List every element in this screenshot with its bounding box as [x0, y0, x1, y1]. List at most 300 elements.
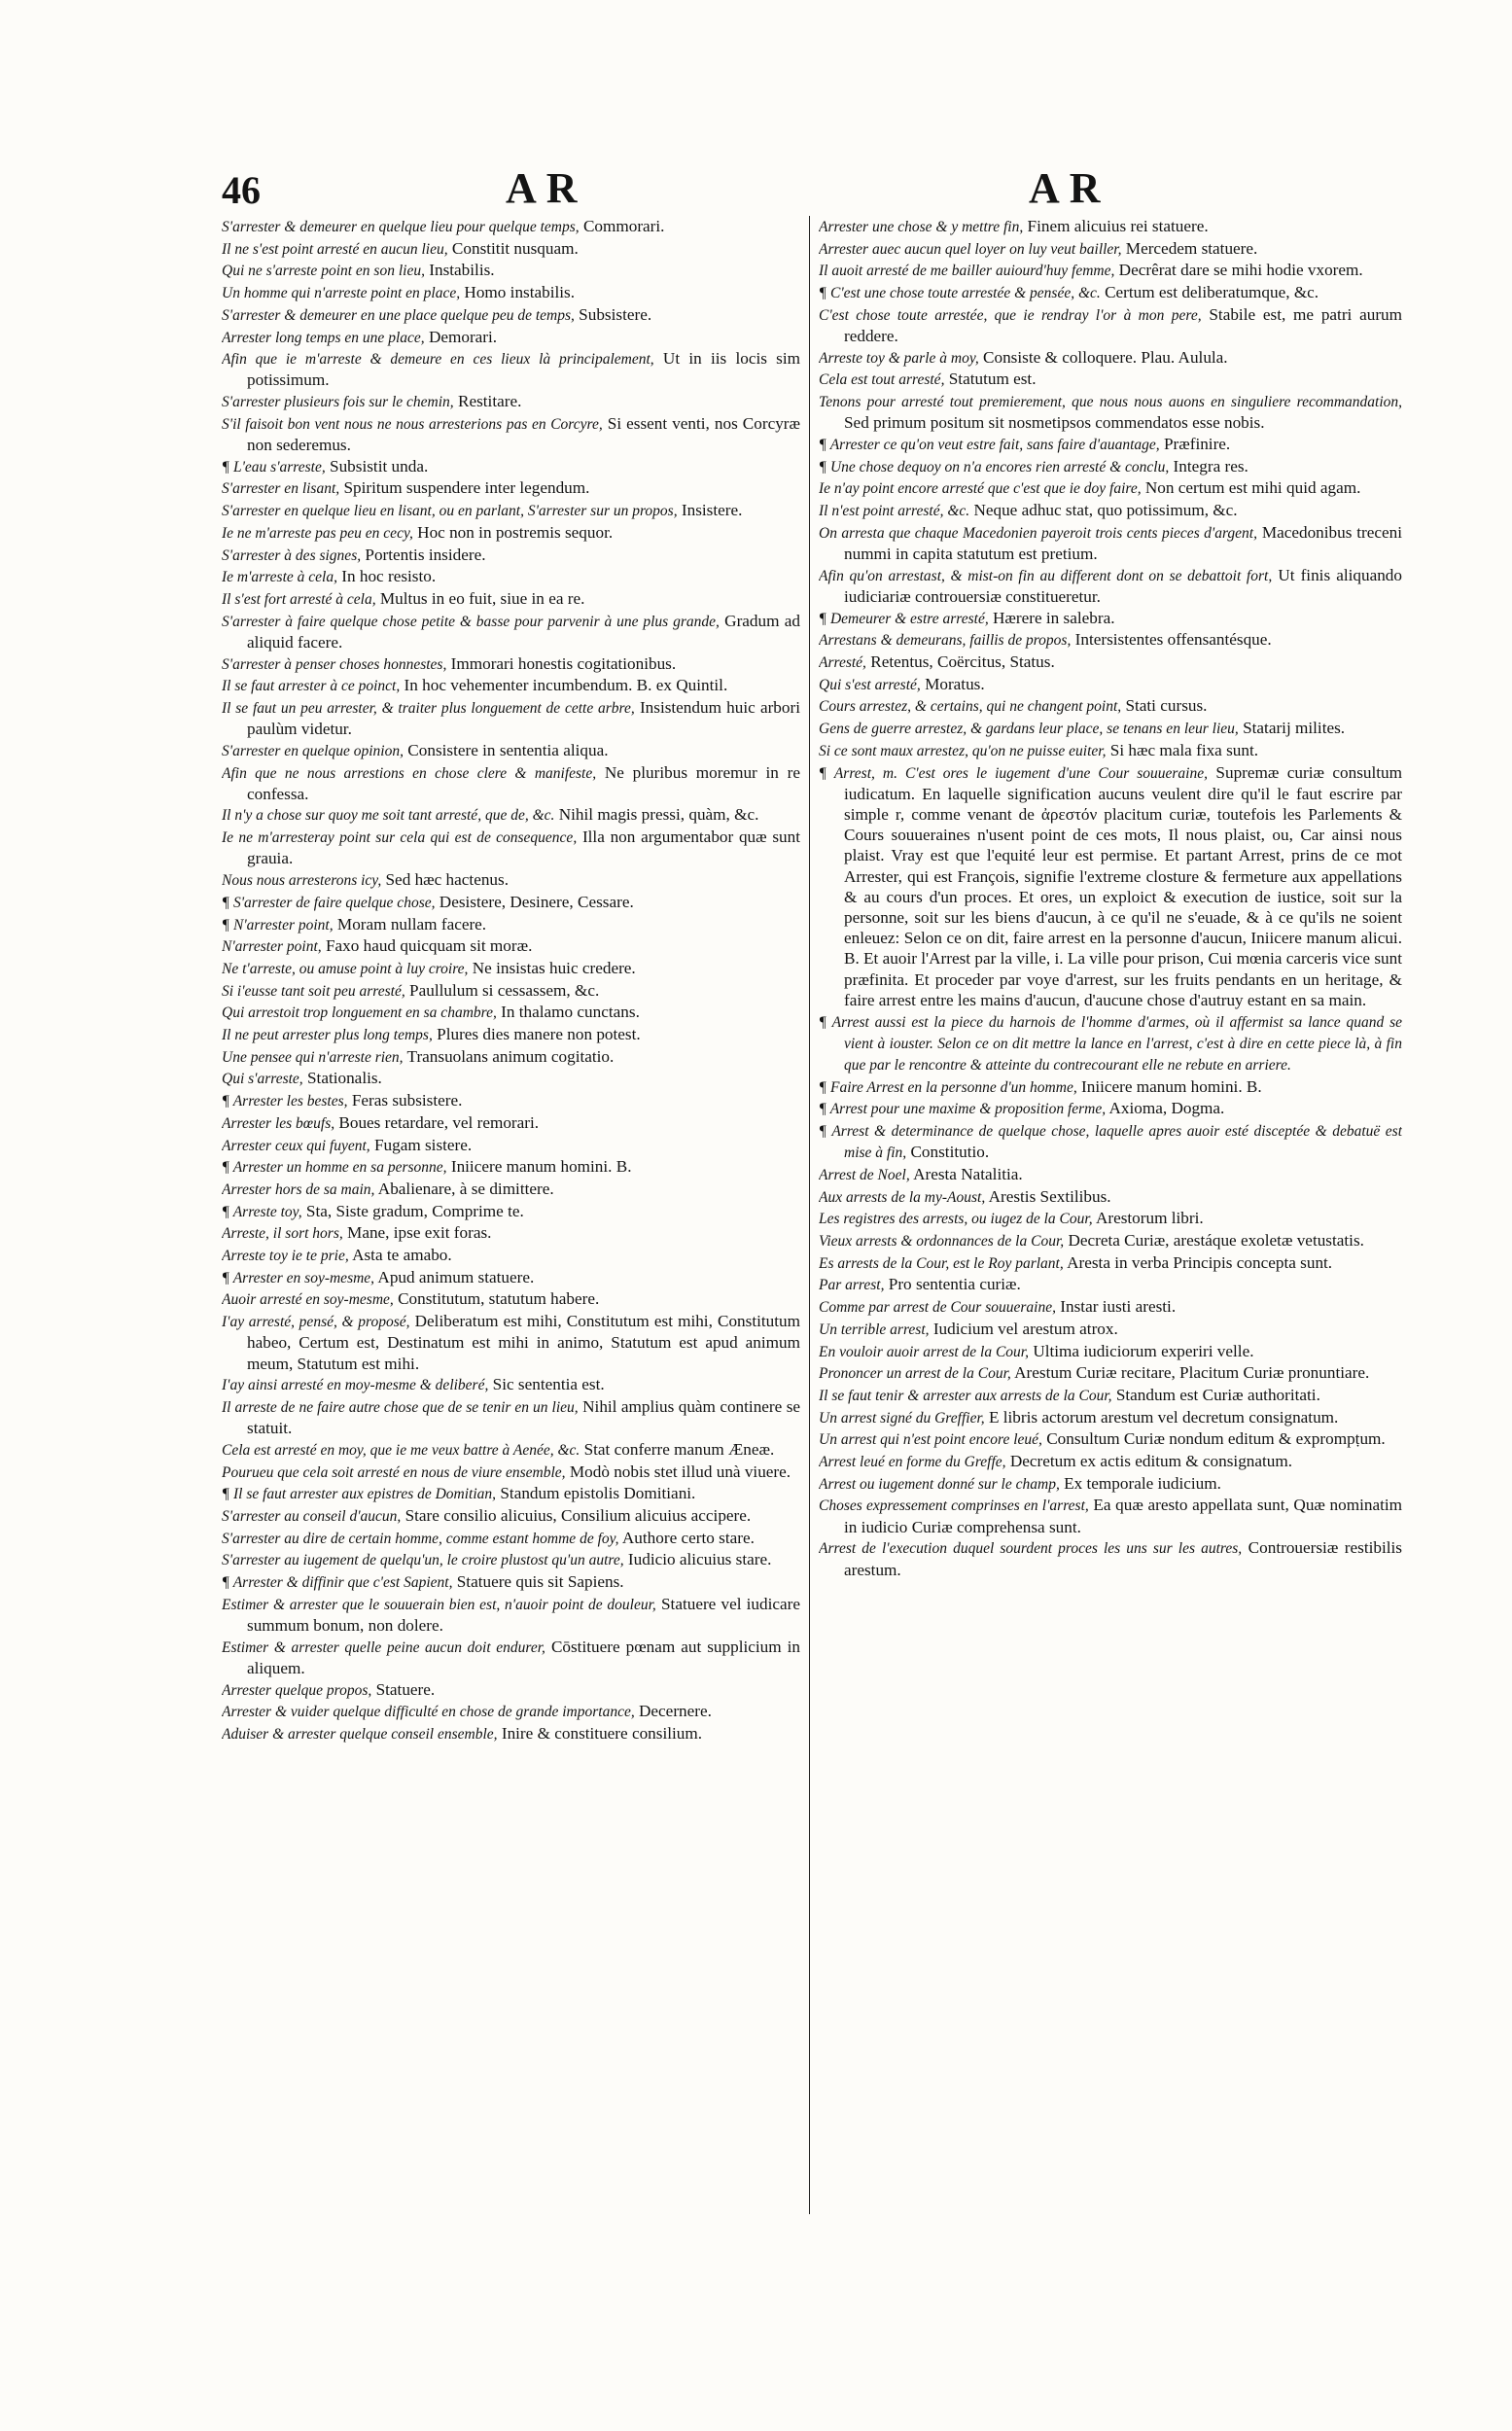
french-phrase: Un arrest signé du Greffier,: [819, 1409, 985, 1427]
dictionary-entry: [222, 804, 800, 826]
dictionary-entry: [819, 1473, 1402, 1495]
french-phrase: Nous nous arresterons icy,: [222, 872, 382, 890]
latin-translation: Mercedem statuere.: [1125, 238, 1258, 258]
latin-translation: Iniicere manum homini. B.: [450, 1157, 632, 1177]
dictionary-entry: [819, 1296, 1402, 1318]
french-phrase: Es arrests de la Cour, est le Roy parlant,: [819, 1254, 1064, 1272]
french-phrase: Cela est tout arresté,: [819, 371, 945, 389]
latin-translation: Illa non argumentabor quæ sunt grauia.: [247, 828, 800, 868]
latin-translation: Authore certo stare.: [621, 1528, 755, 1547]
french-phrase: S'arrester & demeurer en une place quelque peu de temps,: [222, 306, 575, 324]
dictionary-entry: [222, 1090, 800, 1111]
french-phrase: Il n'est point arresté, &c.: [819, 503, 970, 520]
french-phrase: ¶ Faire Arrest en la personne d'un homme,: [819, 1078, 1077, 1096]
latin-translation: Ex temporale iudicium.: [1064, 1473, 1221, 1493]
dictionary-entry: [222, 566, 800, 587]
french-phrase: ¶ N'arrester point,: [222, 916, 334, 934]
latin-translation: Non certum est mihi quid agam.: [1144, 478, 1361, 498]
latin-translation: Retentus, Coërcitus, Status.: [870, 652, 1055, 672]
french-phrase: Un terrible arrest,: [819, 1321, 930, 1338]
dictionary-entry: [819, 1120, 1402, 1163]
french-phrase: S'arrester en lisant,: [222, 480, 340, 498]
french-phrase: S'arrester au iugement de quelqu'un, le croire plustost qu'un autre,: [222, 1552, 624, 1569]
french-phrase: Arreste, il sort hors,: [222, 1225, 343, 1243]
french-phrase: I'ay arresté, pensé, & proposé,: [222, 1314, 410, 1331]
dictionary-entry: [222, 260, 800, 281]
french-phrase: Arrestans & demeurans, faillis de propos,: [819, 632, 1072, 650]
french-phrase: Qui s'arreste,: [222, 1071, 303, 1088]
french-phrase: ¶ Demeurer & estre arresté,: [819, 610, 989, 627]
latin-translation: Demorari.: [428, 327, 498, 346]
dictionary-entry: [819, 1451, 1402, 1472]
latin-translation: Apud animum statuere.: [377, 1267, 535, 1286]
dictionary-entry: [819, 500, 1402, 521]
latin-translation: Aresta in verba Principis concepta sunt.: [1067, 1252, 1333, 1272]
dictionary-entry: [222, 935, 800, 957]
dictionary-entry: [819, 1252, 1402, 1274]
french-phrase: ¶ Arrester ce qu'on veut estre fait, sans faire d'auantage,: [819, 437, 1160, 454]
latin-translation: Homo instabilis.: [464, 283, 576, 302]
dictionary-entry: [819, 565, 1402, 607]
latin-translation: Decretum ex actis editum & consignatum.: [1009, 1452, 1293, 1471]
dictionary-entry: [819, 695, 1402, 717]
french-phrase: ¶ C'est une chose toute arrestée & pensée, &c.: [819, 285, 1101, 302]
column-divider: [809, 216, 810, 2214]
latin-translation: Si hæc mala fixa sunt.: [1109, 740, 1259, 759]
dictionary-entry: [222, 545, 800, 566]
latin-translation: Statuere vel iudicare summum bonum, non dolere.: [247, 1594, 800, 1635]
french-phrase: Aux arrests de la my-Aoust,: [819, 1188, 986, 1206]
latin-translation: Sta, Siste gradum, Comprime te.: [305, 1201, 524, 1220]
latin-translation: Statarij milites.: [1243, 719, 1346, 738]
french-phrase: Arrester les bœufs,: [222, 1114, 335, 1132]
dictionary-entry: [222, 1046, 800, 1068]
latin-translation: Arestorum libri.: [1095, 1209, 1204, 1228]
latin-translation: Ut finis aliquando iudiciariæ controuersiæ constitueretur.: [844, 565, 1402, 606]
latin-translation: Deliberatum est mihi, Constitutum est mihi, Constitutum habeo, Certum est, Destinatum est mihi in animo, Statutum est apud animum meum, Statutum est mihi.: [247, 1312, 800, 1373]
latin-translation: Sic sententia est.: [492, 1375, 605, 1394]
french-phrase: On arresta que chaque Macedonien payeroit trois cents pieces d'argent,: [819, 524, 1257, 542]
dictionary-entry: [222, 1679, 800, 1701]
french-phrase: S'arrester en quelque lieu en lisant, ou en parlant, S'arrester sur un propos,: [222, 503, 678, 520]
dictionary-entry: [819, 282, 1402, 303]
headword-left: AR: [506, 164, 587, 212]
latin-translation: Supremæ curiæ consultum iudicatum. En laquelle signification aucuns veulent dire qu'il le faut escrire par simple r, comme venant de ἀρεστόν placitum curiæ, toutefois les Parlements & Cours souueraines n'usent point de ces mots, Il nous plaist, ou, Car ainsi nous plaist. Vray est que l'equité leur est permise. Et partant Arrest, prins de ce mot Arrester, qui est François, signifie l'extreme closture & fermeture aux appellations & au cours d'un proces. Et ores, un exploict & execution de iustice, soit sur la personne, soit sur les biens d'aucun, à ce qu'il ne s'euade, & à ce qu'ils ne soient enleuez: Selon ce on dit, faire arrest en la personne d'aucun, Iniicere manum alicui. B. Et auoir l'Arrest par la ville, i. La ville pour prison, Cui mœnia carceris vice sunt præfinita. Et proceder par voye d'arrest, sur les fruits pendants en un heritage, & faire arrest entre les mains d'aucun, d'aucune chose d'autruy estant en sa main.: [844, 762, 1402, 1009]
french-phrase: Arrest leué en forme du Greffe,: [819, 1454, 1006, 1471]
latin-translation: Stationalis.: [306, 1069, 382, 1088]
french-phrase: ¶ Arrest pour une maxime & proposition ferme,: [819, 1101, 1107, 1118]
dictionary-entry: [819, 260, 1402, 281]
dictionary-entry: [222, 1201, 800, 1222]
french-phrase: Par arrest,: [819, 1277, 885, 1294]
french-phrase: Ie n'ay point encore arresté que c'est que ie doy faire,: [819, 480, 1142, 498]
dictionary-entry: [819, 1076, 1402, 1098]
french-phrase: ¶ Arrester & diffinir que c'est Sapient,: [222, 1574, 453, 1592]
french-phrase: Un arrest qui n'est point encore leué,: [819, 1431, 1042, 1449]
french-phrase: ¶ Arrester les bestes,: [222, 1093, 348, 1110]
latin-translation: Sed primum positum sit nosmetipsos commendatos esse nobis.: [844, 413, 1265, 433]
dictionary-entry: [819, 369, 1402, 390]
french-phrase: Il ne peut arrester plus long temps,: [222, 1027, 433, 1044]
dictionary-entry: [222, 980, 800, 1002]
latin-translation: Ne pluribus moremur in re confessa.: [247, 762, 800, 803]
dictionary-entry: [222, 1439, 800, 1461]
french-phrase: Une pensee qui n'arreste rien,: [222, 1048, 404, 1066]
french-phrase: Ie ne m'arresteray point sur cela qui est de consequence,: [222, 829, 578, 847]
latin-translation: Mane, ipse exit foras.: [347, 1223, 492, 1243]
dictionary-entry: [819, 477, 1402, 499]
french-phrase: Arrester une chose & y mettre fin,: [819, 219, 1024, 235]
dictionary-entry: [819, 391, 1402, 433]
dictionary-entry: [222, 827, 800, 868]
dictionary-entry: [819, 1208, 1402, 1229]
dictionary-entry: [819, 1319, 1402, 1340]
french-phrase: Choses expressement comprinses en l'arrest,: [819, 1497, 1089, 1515]
french-phrase: Les registres des arrests, ou iugez de la Cour,: [819, 1211, 1093, 1228]
dictionary-entry: [222, 1594, 800, 1636]
dictionary-entry: [819, 216, 1402, 237]
latin-translation: Iudicium vel arestum atrox.: [932, 1319, 1118, 1338]
dictionary-entry: [819, 1428, 1402, 1450]
dictionary-entry: [222, 740, 800, 761]
french-phrase: S'arrester en quelque opinion,: [222, 742, 404, 759]
latin-translation: Gradum ad aliquid facere.: [247, 611, 800, 652]
latin-translation: Multus in eo fuit, siue in ea re.: [379, 588, 585, 608]
dictionary-entry: [819, 522, 1402, 564]
dictionary-entry: [222, 1024, 800, 1045]
latin-translation: Decreta Curiæ, arestáque exoletæ vetustatis.: [1068, 1231, 1364, 1251]
french-phrase: S'arrester & demeurer en quelque lieu pour quelque temps,: [222, 219, 580, 235]
latin-translation: Inire & constituere consilium.: [501, 1724, 703, 1744]
latin-translation: Certum est deliberatumque, &c.: [1105, 283, 1319, 302]
dictionary-entry: [819, 1274, 1402, 1295]
french-phrase: Il se faut tenir & arrester aux arrests de la Cour,: [819, 1387, 1112, 1404]
latin-translation: Instabilis.: [429, 261, 495, 280]
french-phrase: Il n'y a chose sur quoy me soit tant arresté, que de, &c.: [222, 807, 555, 825]
dictionary-entry: [819, 674, 1402, 695]
dictionary-entry: [222, 958, 800, 979]
latin-translation: Constitit nusquam.: [451, 238, 579, 258]
french-phrase: S'arrester à faire quelque chose petite & basse pour parvenir à une plus grande,: [222, 613, 720, 630]
latin-translation: Stare consilio alicuius, Consilium alicuius accipere.: [404, 1505, 752, 1525]
latin-translation: Standum est Curiæ authoritati.: [1115, 1385, 1320, 1404]
french-phrase: Arrester quelque propos,: [222, 1681, 372, 1699]
dictionary-entry: [222, 304, 800, 326]
latin-translation: Integra res.: [1173, 456, 1248, 476]
dictionary-entry: [222, 1374, 800, 1395]
french-phrase: Prononcer un arrest de la Cour,: [819, 1365, 1011, 1383]
dictionary-entry: [222, 611, 800, 652]
french-phrase: Ie ne m'arreste pas peu en cecy,: [222, 524, 413, 542]
dictionary-entry: [222, 1396, 800, 1438]
dictionary-entry: [222, 869, 800, 891]
dictionary-entry: [222, 1267, 800, 1288]
french-phrase: Afin qu'on arrestast, & mist-on fin au different dont on se debattoit fort,: [819, 567, 1273, 584]
latin-translation: In thalamo cunctans.: [501, 1003, 640, 1022]
french-phrase: Arrester ceux qui fuyent,: [222, 1137, 370, 1154]
latin-translation: Asta te amabo.: [352, 1246, 452, 1265]
latin-translation: Nihil amplius quàm continere se statuit.: [247, 1396, 800, 1438]
latin-translation: Moratus.: [925, 674, 985, 693]
latin-translation: Desistere, Desinere, Cessare.: [439, 892, 634, 911]
latin-translation: Neque adhuc stat, quo potissimum, &c.: [973, 501, 1238, 520]
french-phrase: Qui ne s'arreste point en son lieu,: [222, 263, 425, 280]
french-phrase: En vouloir auoir arrest de la Cour,: [819, 1343, 1030, 1360]
french-phrase: ¶ L'eau s'arreste,: [222, 458, 326, 476]
french-phrase: Arrest de l'execution duquel sourdent proces les uns sur les autres,: [819, 1540, 1243, 1558]
dictionary-entry: [222, 762, 800, 804]
dictionary-entry: [222, 1637, 800, 1678]
french-phrase: S'il faisoit bon vent nous ne nous arresterions pas en Corcyre,: [222, 415, 603, 433]
latin-translation: Abalienare, à se dimittere.: [377, 1179, 554, 1198]
french-phrase: Arreste toy ie te prie,: [222, 1248, 349, 1265]
dictionary-entry: [819, 740, 1402, 761]
french-phrase: S'arrester à penser choses honnestes,: [222, 655, 447, 673]
french-phrase: ¶ Arrest aussi est la piece du harnois de l'homme d'armes, où il affermist sa lance quand se vient à iouster. Selon ce on dit mettre la lance en l'arrest, c'est à dire en cette piece là, à fin que par le rencontre & atteinte du contrecourant elle ne rebute en arriere.: [819, 1013, 1402, 1074]
latin-translation: Constitutum, statutum habere.: [398, 1289, 600, 1309]
dictionary-entry: [222, 1288, 800, 1310]
dictionary-entry: [819, 1537, 1402, 1579]
dictionary-entry: [222, 1156, 800, 1178]
dictionary-entry: [222, 282, 800, 303]
latin-translation: Ea quæ aresto appellata sunt, Quæ nominatim in iudicio Curiæ comprehensa sunt.: [844, 1496, 1402, 1536]
dictionary-entry: [819, 434, 1402, 455]
page-number: 46: [222, 168, 261, 212]
french-phrase: Gens de guerre arrestez, & gardans leur place, se tenans en leur lieu,: [819, 721, 1239, 738]
latin-translation: Boues retardare, vel remorari.: [338, 1112, 540, 1132]
dictionary-entry: [819, 1164, 1402, 1185]
dictionary-entry: [222, 413, 800, 455]
latin-translation: Insistere.: [681, 501, 743, 520]
latin-translation: Arestum Curiæ recitare, Placitum Curiæ pronuntiare.: [1014, 1363, 1370, 1383]
french-phrase: Estimer & arrester quelle peine aucun doit endurer,: [222, 1638, 545, 1656]
latin-translation: Sed hæc hactenus.: [385, 870, 509, 890]
latin-translation: Controuersiæ restibilis arestum.: [844, 1538, 1402, 1579]
right-column: [819, 216, 1402, 2229]
french-phrase: Tenons pour arresté tout premierement, que nous nous auons en singuliere recommandation,: [819, 394, 1402, 411]
french-phrase: Il se faut un peu arrester, & traiter plus longuement de cette arbre,: [222, 699, 635, 717]
latin-translation: Statuere.: [375, 1679, 436, 1699]
dictionary-entry: [222, 1135, 800, 1156]
left-column: [222, 216, 800, 2229]
latin-translation: Fugam sistere.: [373, 1135, 473, 1154]
dictionary-entry: [222, 1723, 800, 1744]
dictionary-entry: [222, 653, 800, 675]
dictionary-entry: [222, 1528, 800, 1549]
latin-translation: Statuere quis sit Sapiens.: [456, 1572, 624, 1592]
latin-translation: Decrêrat dare se mihi hodie vxorem.: [1118, 261, 1363, 280]
french-phrase: Si ce sont maux arrestez, qu'on ne puisse euiter,: [819, 742, 1107, 759]
dictionary-entry: [222, 477, 800, 499]
dictionary-entry: [222, 1311, 800, 1374]
dictionary-entry: [222, 914, 800, 935]
dictionary-entry: [222, 238, 800, 260]
french-phrase: S'arrester à des signes,: [222, 546, 362, 564]
latin-translation: Iudicio alicuius stare.: [627, 1550, 772, 1569]
dictionary-entry: [222, 588, 800, 610]
latin-translation: Statutum est.: [948, 370, 1037, 389]
latin-translation: Paullulum si cessassem, &c.: [409, 980, 600, 1000]
latin-translation: Si essent venti, nos Corcyræ non sederemus.: [247, 413, 800, 455]
dictionary-entry: [222, 675, 800, 696]
french-phrase: Cela est arresté en moy, que ie me veux battre à Aenée, &c.: [222, 1441, 580, 1459]
dictionary-entry: [222, 1571, 800, 1593]
french-phrase: Si i'eusse tant soit peu arresté,: [222, 982, 405, 1000]
latin-translation: Plures dies manere non potest.: [437, 1025, 641, 1044]
latin-translation: E libris actorum arestum vel decretum consignatum.: [988, 1407, 1339, 1427]
french-phrase: S'arrester au dire de certain homme, comme estant homme de foy,: [222, 1530, 619, 1547]
dictionary-entry: [819, 1407, 1402, 1428]
latin-translation: Consiste & colloquere. Plau. Aulula.: [983, 347, 1228, 367]
dictionary-entry: [819, 1011, 1402, 1076]
french-phrase: Il auoit arresté de me bailler auiourd'huy femme,: [819, 263, 1115, 280]
latin-translation: In hoc vehementer incumbendum. B. ex Quintil.: [404, 676, 728, 695]
dictionary-entry: [222, 1483, 800, 1504]
dictionary-entry: [222, 1112, 800, 1134]
dictionary-entry: [819, 238, 1402, 260]
dictionary-entry: [222, 500, 800, 521]
dictionary-entry: [819, 652, 1402, 673]
dictionary-entry: [819, 762, 1402, 1010]
french-phrase: Comme par arrest de Cour souueraine,: [819, 1299, 1056, 1317]
latin-translation: Moram nullam facere.: [336, 914, 487, 934]
french-phrase: Afin que ne nous arrestions en chose clere & manifeste,: [222, 764, 597, 782]
dictionary-entry: [222, 1222, 800, 1244]
french-phrase: Qui arrestoit trop longuement en sa chambre,: [222, 1004, 497, 1022]
dictionary-entry: [222, 1462, 800, 1483]
dictionary-entry: [222, 1549, 800, 1570]
dictionary-entry: [222, 1002, 800, 1023]
latin-translation: Stabile est, me patri aurum reddere.: [844, 304, 1402, 346]
latin-translation: Constitutio.: [910, 1143, 990, 1162]
french-phrase: Il ne s'est point arresté en aucun lieu,: [222, 240, 448, 258]
dictionary-entry: [819, 304, 1402, 346]
headword-right: AR: [1029, 164, 1110, 212]
french-phrase: Arrester hors de sa main,: [222, 1180, 375, 1198]
dictionary-entry: [819, 1098, 1402, 1119]
latin-translation: Finem alicuius rei statuere.: [1027, 217, 1209, 235]
french-phrase: S'arrester plusieurs fois sur le chemin,: [222, 394, 454, 411]
dictionary-entry: [222, 216, 800, 237]
latin-translation: Portentis insidere.: [365, 545, 486, 564]
french-phrase: ¶ S'arrester de faire quelque chose,: [222, 894, 436, 911]
dictionary-entry: [222, 522, 800, 544]
french-phrase: Arreste toy & parle à moy,: [819, 349, 979, 367]
latin-translation: Axioma, Dogma.: [1108, 1099, 1225, 1118]
running-header: [0, 163, 1512, 210]
latin-translation: Consistere in sententia aliqua.: [407, 740, 609, 759]
latin-translation: In hoc resisto.: [341, 567, 437, 586]
french-phrase: Pourueu que cela soit arresté en nous de viure ensemble,: [222, 1463, 566, 1481]
latin-translation: Decernere.: [639, 1702, 712, 1721]
dictionary-entry: [819, 347, 1402, 369]
latin-translation: Immorari honestis cogitationibus.: [450, 653, 677, 673]
dictionary-entry: [819, 1385, 1402, 1406]
french-phrase: Cours arrestez, & certains, qui ne changent point,: [819, 698, 1122, 716]
french-phrase: Vieux arrests & ordonnances de la Cour,: [819, 1233, 1065, 1251]
latin-translation: Ultima iudiciorum experiri velle.: [1033, 1341, 1254, 1360]
latin-translation: Transuolans animum cogitatio.: [406, 1046, 615, 1066]
latin-translation: Modò nobis stet illud unà viuere.: [569, 1462, 791, 1481]
french-phrase: Un homme qui n'arreste point en place,: [222, 285, 461, 302]
latin-translation: Subsistit unda.: [330, 456, 429, 476]
dictionary-entry: [819, 608, 1402, 629]
dictionary-entry: [222, 697, 800, 739]
latin-translation: Faxo haud quicquam sit moræ.: [325, 936, 533, 956]
latin-translation: Commorari.: [582, 217, 665, 235]
latin-translation: Stat conferre manum Æneæ.: [583, 1439, 775, 1459]
dictionary-entry: [222, 391, 800, 412]
french-phrase: Ne t'arreste, ou amuse point à luy croire,: [222, 960, 469, 977]
dictionary-entry: [222, 1068, 800, 1089]
latin-translation: Cōstituere pœnam aut supplicium in aliquem.: [247, 1637, 800, 1677]
latin-translation: Restitare.: [457, 392, 522, 411]
french-phrase: ¶ Arrest & determinance de quelque chose, laquelle apres auoir esté disceptée & debatuë est mise à fin,: [819, 1123, 1402, 1162]
french-phrase: Arrester & vuider quelque difficulté en chose de grande importance,: [222, 1704, 635, 1721]
french-phrase: Aduiser & arrester quelque conseil ensemble,: [222, 1726, 498, 1744]
dictionary-entry: [819, 629, 1402, 651]
dictionary-entry: [819, 1495, 1402, 1536]
dictionary-entry: [222, 1179, 800, 1200]
dictionary-entry: [819, 1186, 1402, 1208]
dictionary-entry: [222, 348, 800, 390]
latin-translation: Ne insistas huic credere.: [472, 958, 636, 977]
french-phrase: Il s'est fort arresté à cela,: [222, 590, 376, 608]
latin-translation: Instar iusti aresti.: [1060, 1297, 1177, 1317]
latin-translation: Subsistere.: [579, 304, 652, 324]
latin-translation: Feras subsistere.: [351, 1091, 463, 1110]
french-phrase: Qui s'est arresté,: [819, 676, 921, 693]
french-phrase: C'est chose toute arrestée, que ie rendray l'or à mon pere,: [819, 306, 1202, 324]
french-phrase: ¶ Arrest, m. C'est ores le iugement d'une Cour souueraine,: [819, 764, 1208, 782]
french-phrase: Arrest ou iugement donné sur le champ,: [819, 1475, 1060, 1493]
dictionary-entry: [222, 1701, 800, 1722]
latin-translation: Insistendum huic arbori paulùm videtur.: [247, 697, 800, 739]
french-phrase: I'ay ainsi arresté en moy-mesme & deliberé,: [222, 1377, 489, 1394]
dictionary-entry: [819, 718, 1402, 739]
french-phrase: ¶ Arrester un homme en sa personne,: [222, 1159, 447, 1177]
latin-translation: Standum epistolis Domitiani.: [500, 1484, 696, 1503]
dictionary-entry: [819, 456, 1402, 477]
latin-translation: Hærere in salebra.: [993, 608, 1115, 627]
french-phrase: Il arreste de ne faire autre chose que de se tenir en un lieu,: [222, 1398, 579, 1416]
dictionary-entry: [819, 1341, 1402, 1362]
dictionary-entry: [222, 1505, 800, 1527]
french-phrase: Arrester long temps en une place,: [222, 329, 425, 346]
french-phrase: N'arrester point,: [222, 938, 322, 956]
latin-translation: Aresta Natalitia.: [913, 1164, 1023, 1183]
latin-translation: Spiritum suspendere inter legendum.: [343, 478, 590, 498]
latin-translation: Intersistentes offensantésque.: [1074, 630, 1272, 650]
latin-translation: Ut in iis locis sim potissimum.: [247, 349, 800, 390]
dictionary-entry: [222, 1245, 800, 1266]
french-phrase: Ie m'arreste à cela,: [222, 569, 337, 586]
dictionary-entry: [222, 892, 800, 913]
french-phrase: ¶ Il se faut arrester aux epistres de Domitian,: [222, 1486, 497, 1503]
french-phrase: Arresté,: [819, 654, 866, 672]
french-phrase: Arrest de Noel,: [819, 1166, 910, 1183]
dictionary-entry: [819, 1362, 1402, 1384]
latin-translation: Præfinire.: [1163, 435, 1231, 454]
latin-translation: Nihil magis pressi, quàm, &c.: [558, 805, 759, 825]
latin-translation: Consultum Curiæ nondum editum & exprompṭum.: [1046, 1429, 1386, 1449]
french-phrase: ¶ Une chose dequoy on n'a encores rien arresté & conclu,: [819, 458, 1170, 476]
latin-translation: Arestis Sextilibus.: [988, 1186, 1111, 1206]
dictionary-entry: [222, 327, 800, 348]
french-phrase: Auoir arresté en soy-mesme,: [222, 1291, 394, 1309]
french-phrase: ¶ Arreste toy,: [222, 1203, 302, 1220]
latin-translation: Macedonibus treceni nummi in capita statutum est pretium.: [844, 522, 1402, 564]
